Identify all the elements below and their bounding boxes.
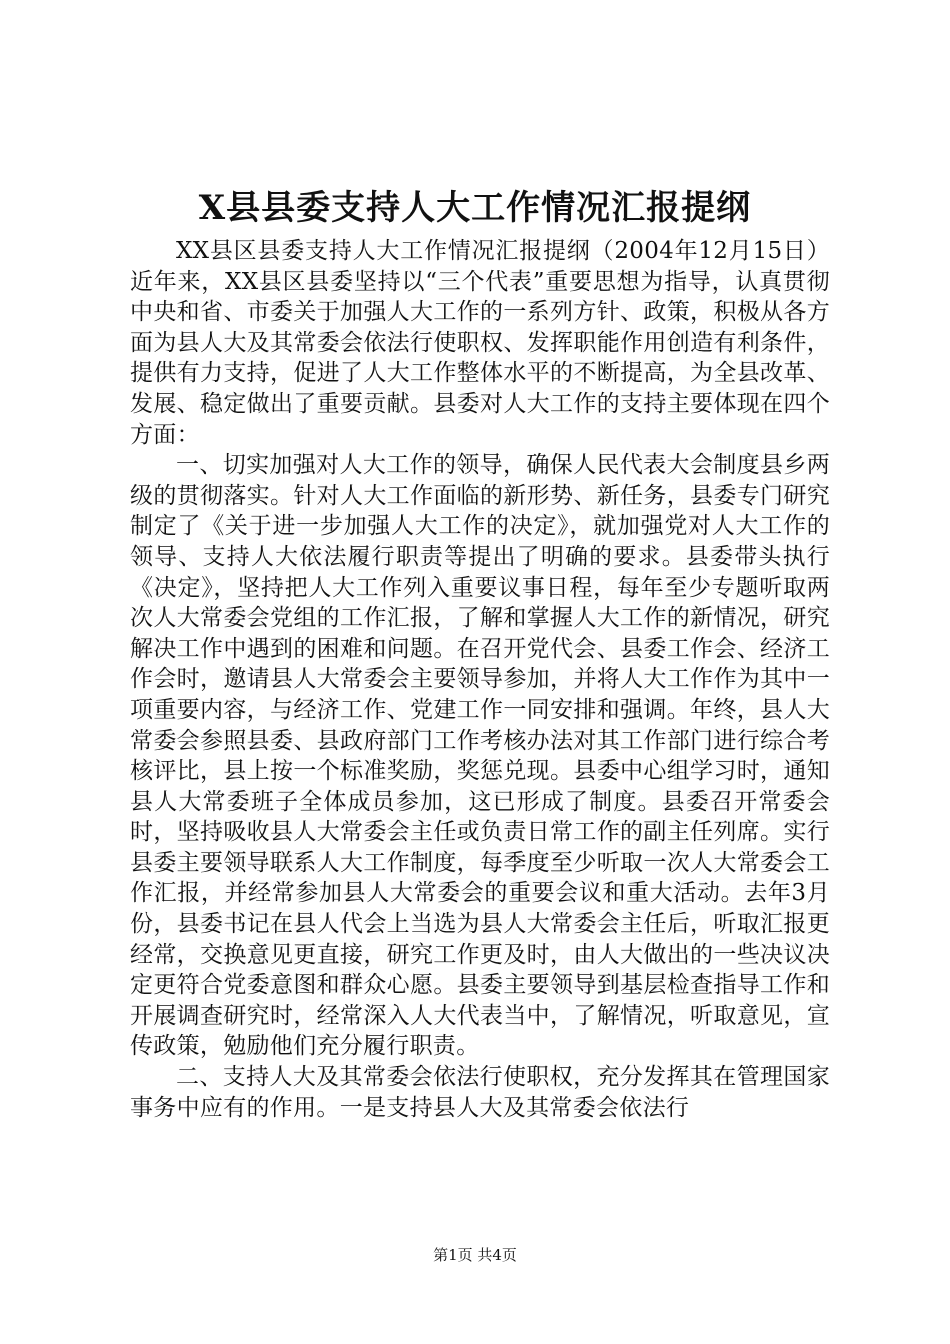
paragraph-section-one: 一、切实加强对人大工作的领导，确保人民代表大会制度县乡两级的贯彻落实。针对人大工作面临的新形势、新任务，县委专门研究制定了《关于进一步加强人大工作的决定》，就加强党对人大工作的领导、支持人大依法履行职责等提出了明确的要求。县委带头执行《决定》，坚持把人大工作列入重要议事日程，每年至少专题听取两次人大常委会党组的工作汇报，了解和掌握人大工作的新情况，研究解决工作中遇到的困难和问题。在召开党代会、县委工作会、经济工作会时，邀请县人大常委会主要领导参加，并将人大工作作为其中一项重要内容，与经济工作、党建工作一同安排和强调。年终，县人大常委会参照县委、县政府部门工作考核办法对其工作部门进行综合考核评比，县上按一个标准奖励，奖惩兑现。县委中心组学习时，通知县人大常委班子全体成员参加，这已形成了制度。县委召开常委会时，坚持吸收县人大常委会主任或负责日常工作的副主任列席。实行县委主要领导联系人大工作制度，每季度至少听取一次人大常委会工作汇报，并经常参加县人大常委会的重要会议和重大活动。去年3月份，县委书记在县人代会上当选为县人大常委会主任后，听取汇报更经常，交换意见更直接，研究工作更及时，由人大做出的一些决议决定更符合党委意图和群众心愿。县委主要领导到基层检查指导工作和开展调查研究时，经常深入人大代表当中，了解情况，听取意见，宣传政策，勉励他们充分履行职责。 — [130, 452, 830, 1060]
page-footer: 第1页 共4页 — [433, 1246, 517, 1264]
paragraph-intro: XX县区县委支持人大工作情况汇报提纲（2004年12月15日）近年来，XX县区县委坚持以“三个代表”重要思想为指导，认真贯彻中央和省、市委关于加强人大工作的一系列方针、政策，积极从各方面为县人大及其常委会依法行使职权、发挥职能作用创造有利条件，提供有力支持，促进了人大工作整体水平的不断提高，为全县改革、发展、稳定做出了重要贡献。县委对人大工作的支持主要体现在四个方面： — [130, 238, 830, 448]
paragraph-section-two: 二、支持人大及其常委会依法行使职权，充分发挥其在管理国家事务中应有的作用。一是支持县人大及其常委会依法行 — [130, 1064, 830, 1121]
document-body — [130, 236, 830, 1123]
document-title: X县县委支持人大工作情况汇报提纲 — [198, 188, 752, 228]
